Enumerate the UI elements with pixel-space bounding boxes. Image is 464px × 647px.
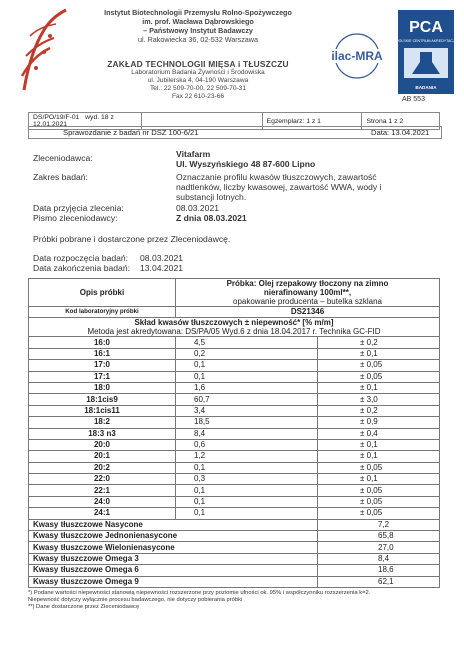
fatty-acid-name: 18:2 bbox=[29, 417, 176, 428]
summary-row bbox=[29, 576, 440, 587]
fatty-acid-value: 0,6 bbox=[176, 439, 318, 450]
department-line-3: Tel.: 22 509-70-00, 22 509-70-31 bbox=[149, 85, 247, 92]
fatty-acid-uncertainty: ± 0,1 bbox=[318, 348, 440, 359]
table-row bbox=[29, 439, 440, 450]
summary-row bbox=[29, 519, 440, 530]
pca-badge-graphic bbox=[398, 10, 454, 94]
table-row bbox=[29, 474, 440, 485]
department-block bbox=[78, 60, 318, 101]
fatty-acid-value: 1,6 bbox=[176, 382, 318, 393]
fatty-acid-name: 17:1 bbox=[29, 371, 176, 382]
fatty-acid-name: 20:1 bbox=[29, 451, 176, 462]
fatty-acid-uncertainty: ± 0,05 bbox=[318, 360, 440, 371]
report-header bbox=[0, 0, 464, 112]
table-row bbox=[29, 496, 440, 507]
fatty-acid-uncertainty: ± 0,05 bbox=[318, 485, 440, 496]
fatty-acid-uncertainty: ± 0,9 bbox=[318, 417, 440, 428]
sample-title-2: nierafinowany 100ml**, bbox=[263, 288, 352, 297]
composition-title: Skład kwasów tłuszczowych ± niepewność* [% m/m] bbox=[134, 318, 334, 328]
fatty-acid-uncertainty: ± 0,2 bbox=[318, 337, 440, 348]
results-table bbox=[28, 278, 440, 588]
fatty-acid-value: 0,1 bbox=[176, 496, 318, 507]
summary-value: 18,6 bbox=[318, 565, 440, 576]
fatty-acid-uncertainty: ± 0,1 bbox=[318, 474, 440, 485]
table-row bbox=[29, 348, 440, 359]
sample-description-header: Opis próbki bbox=[29, 279, 176, 307]
fatty-acid-name: 22:0 bbox=[29, 474, 176, 485]
fatty-acid-value: 8,4 bbox=[176, 428, 318, 439]
fatty-acid-uncertainty: ± 0,05 bbox=[318, 496, 440, 507]
fatty-acid-value: 0,1 bbox=[176, 360, 318, 371]
fatty-acid-uncertainty: ± 0,4 bbox=[318, 428, 440, 439]
department-title: ZAKŁAD TECHNOLOGII MIĘSA i TŁUSZCZU bbox=[107, 59, 289, 69]
sampling-note: Próbki pobrane i dostarczone przez Zleceniodawcę. bbox=[33, 234, 231, 244]
fatty-acid-name: 24:0 bbox=[29, 496, 176, 507]
fatty-acid-name: 24:1 bbox=[29, 508, 176, 519]
sample-title: Próbka: Olej rzepakowy tłoczony na zimno bbox=[226, 279, 389, 288]
fatty-acid-value: 3,4 bbox=[176, 405, 318, 416]
fatty-acid-value: 0,1 bbox=[176, 485, 318, 496]
copy-number: Egzemplarz: 1 z 1 bbox=[262, 113, 362, 130]
summary-row bbox=[29, 542, 440, 553]
fatty-acid-value: 0,2 bbox=[176, 348, 318, 359]
fatty-acid-name: 17:0 bbox=[29, 360, 176, 371]
accreditation-number: AB 553 bbox=[402, 96, 425, 103]
footnotes bbox=[28, 590, 448, 611]
client-address: Ul. Wyszyńskiego 48 87-600 Lipno bbox=[176, 159, 316, 169]
table-row bbox=[29, 462, 440, 473]
pca-text: PCA bbox=[409, 19, 443, 36]
ilac-mra-text: ilac-MRA bbox=[331, 49, 383, 63]
sample-description bbox=[176, 279, 440, 307]
fatty-acid-uncertainty: ± 3,0 bbox=[318, 394, 440, 405]
letter-value: Z dnia 08.03.2021 bbox=[176, 213, 247, 223]
end-date-value: 13.04.2021 bbox=[140, 263, 184, 273]
institute-line-2: im. prof. Wacława Dąbrowskiego bbox=[142, 17, 254, 26]
fatty-acid-name: 18:1cis11 bbox=[29, 405, 176, 416]
fatty-acid-value: 4,5 bbox=[176, 337, 318, 348]
footnote: **) Dane dostarczone przez Zleceniodawcę bbox=[28, 604, 140, 610]
department-line-4: Fax 22 610-23-66 bbox=[171, 93, 225, 100]
table-row bbox=[29, 451, 440, 462]
report-title: Sprawozdanie z badań nr DSZ 100-6/21 bbox=[63, 128, 199, 137]
department-line-1: Laboratorium Badania Żywności i Środowiska bbox=[131, 69, 265, 76]
page-number: Strona 1 z 2 bbox=[362, 113, 440, 130]
scope-label: Zakres badań: bbox=[33, 172, 88, 182]
summary-name: Kwasy tłuszczowe Jednonienasycone bbox=[29, 531, 318, 542]
table-row bbox=[29, 394, 440, 405]
scope-text bbox=[176, 172, 382, 203]
department-line-2: ul. Jubilerska 4, 04-190 Warszawa bbox=[147, 77, 249, 84]
fatty-acid-name: 16:1 bbox=[29, 348, 176, 359]
table-row bbox=[29, 485, 440, 496]
fatty-acid-value: 0,3 bbox=[176, 474, 318, 485]
fatty-acid-value: 1,2 bbox=[176, 451, 318, 462]
client-label: Zleceniodawca: bbox=[33, 153, 93, 163]
institute-line-3: – Państwowy Instytut Badawczy bbox=[143, 26, 253, 35]
pca-badge bbox=[398, 10, 454, 94]
summary-row bbox=[29, 565, 440, 576]
fatty-acid-uncertainty: ± 0,2 bbox=[318, 405, 440, 416]
summary-row bbox=[29, 531, 440, 542]
summary-name: Kwasy tłuszczowe Omega 3 bbox=[29, 553, 318, 564]
fatty-acid-value: 60,7 bbox=[176, 394, 318, 405]
summary-value: 8,4 bbox=[318, 553, 440, 564]
sample-packaging: opakowanie producenta – butelka szklana bbox=[233, 297, 382, 306]
summary-row bbox=[29, 553, 440, 564]
fatty-acid-uncertainty: ± 0,1 bbox=[318, 439, 440, 450]
fatty-acid-name: 20:2 bbox=[29, 462, 176, 473]
fatty-acid-name: 18:0 bbox=[29, 382, 176, 393]
footnote: *) Podane wartości niepewności stanowią niepewności rozszerzone przy poziomie ufności ok. 95% i współczynniku rozszerzenia k=2. bbox=[28, 590, 371, 596]
scope-line: nadtlenków, liczby kwasowej, zawartość WWA, wody i bbox=[176, 182, 382, 193]
fatty-acid-uncertainty: ± 0,05 bbox=[318, 371, 440, 382]
fatty-acid-value: 18,5 bbox=[176, 417, 318, 428]
summary-value: 65,8 bbox=[318, 531, 440, 542]
summary-name: Kwasy tłuszczowe Nasycone bbox=[29, 519, 318, 530]
fatty-acid-value: 0,1 bbox=[176, 508, 318, 519]
fatty-acid-name: 16:0 bbox=[29, 337, 176, 348]
client-name: Vitafarm bbox=[176, 149, 211, 159]
fatty-acid-name: 20:0 bbox=[29, 439, 176, 450]
form-code: DS/PO/19/F-01 wyd. 18 z 12.01.2021 bbox=[29, 113, 142, 130]
table-row bbox=[29, 508, 440, 519]
pca-subtitle: POLSKIE CENTRUM AKREDYTACJI bbox=[398, 39, 454, 43]
fatty-acid-rows bbox=[29, 337, 440, 519]
scope-line: Oznaczanie profilu kwasów tłuszczowych, zawartość bbox=[176, 172, 377, 182]
summary-value: 7,2 bbox=[318, 519, 440, 530]
method-note: Metoda jest akredytowana: DS/PA/05 Wyd.6 z dnia 18.04.2017 r. Technika GC-FID bbox=[87, 327, 381, 337]
fatty-acid-uncertainty: ± 0,05 bbox=[318, 462, 440, 473]
table-row bbox=[29, 428, 440, 439]
composition-header bbox=[29, 318, 440, 337]
table-row bbox=[29, 382, 440, 393]
start-date-label: Data rozpoczęcia badań: bbox=[33, 253, 129, 263]
institute-line-1: Instytut Biotechnologii Przemysłu Rolno-Spożywczego bbox=[104, 8, 292, 17]
order-date-value: 08.03.2021 bbox=[176, 203, 220, 213]
pca-badania-text: BADANIA bbox=[415, 85, 437, 90]
end-date-label: Data zakończenia badań: bbox=[33, 263, 130, 273]
report-row bbox=[28, 126, 442, 139]
institute-logo bbox=[14, 6, 72, 96]
table-row bbox=[29, 417, 440, 428]
summary-value: 62,1 bbox=[318, 576, 440, 587]
fatty-acid-uncertainty: ± 0,05 bbox=[318, 508, 440, 519]
fatty-acid-name: 18:3 n3 bbox=[29, 428, 176, 439]
summary-name: Kwasy tłuszczowe Wielonienasycone bbox=[29, 542, 318, 553]
table-row bbox=[29, 360, 440, 371]
start-date-value: 08.03.2021 bbox=[140, 253, 184, 263]
order-date-label: Data przyjęcia zlecenia: bbox=[33, 203, 124, 213]
ilac-mra-logo bbox=[320, 24, 394, 88]
lab-code-label: Kod laboratoryjny próbki bbox=[29, 307, 176, 318]
table-row bbox=[29, 337, 440, 348]
letter-label: Pismo zleceniodawcy: bbox=[33, 213, 118, 223]
form-version: wyd. 18 z 12.01.2021 bbox=[33, 114, 114, 128]
fatty-acid-value: 0,1 bbox=[176, 371, 318, 382]
fatty-acid-uncertainty: ± 0,1 bbox=[318, 382, 440, 393]
summary-rows bbox=[29, 519, 440, 587]
fatty-acid-name: 22:1 bbox=[29, 485, 176, 496]
table-row bbox=[29, 371, 440, 382]
report-date: Data: 13.04.2021 bbox=[371, 128, 430, 137]
lab-code: DS21346 bbox=[176, 307, 440, 318]
fatty-acid-uncertainty: ± 0,1 bbox=[318, 451, 440, 462]
summary-value: 27,0 bbox=[318, 542, 440, 553]
scope-line: substancji lotnych. bbox=[176, 192, 247, 203]
table-row bbox=[29, 405, 440, 416]
summary-name: Kwasy tłuszczowe Omega 9 bbox=[29, 576, 318, 587]
institute-address: ul. Rakowiecka 36, 02-532 Warszawa bbox=[138, 35, 258, 44]
fatty-acid-value: 0,1 bbox=[176, 462, 318, 473]
summary-name: Kwasy tłuszczowe Omega 6 bbox=[29, 565, 318, 576]
institute-block bbox=[78, 8, 318, 44]
footnote: Niepewność dotyczy wyłącznie procesu badawczego, nie dotyczy pobierania próbki bbox=[28, 597, 243, 603]
fatty-acid-name: 18:1cis9 bbox=[29, 394, 176, 405]
